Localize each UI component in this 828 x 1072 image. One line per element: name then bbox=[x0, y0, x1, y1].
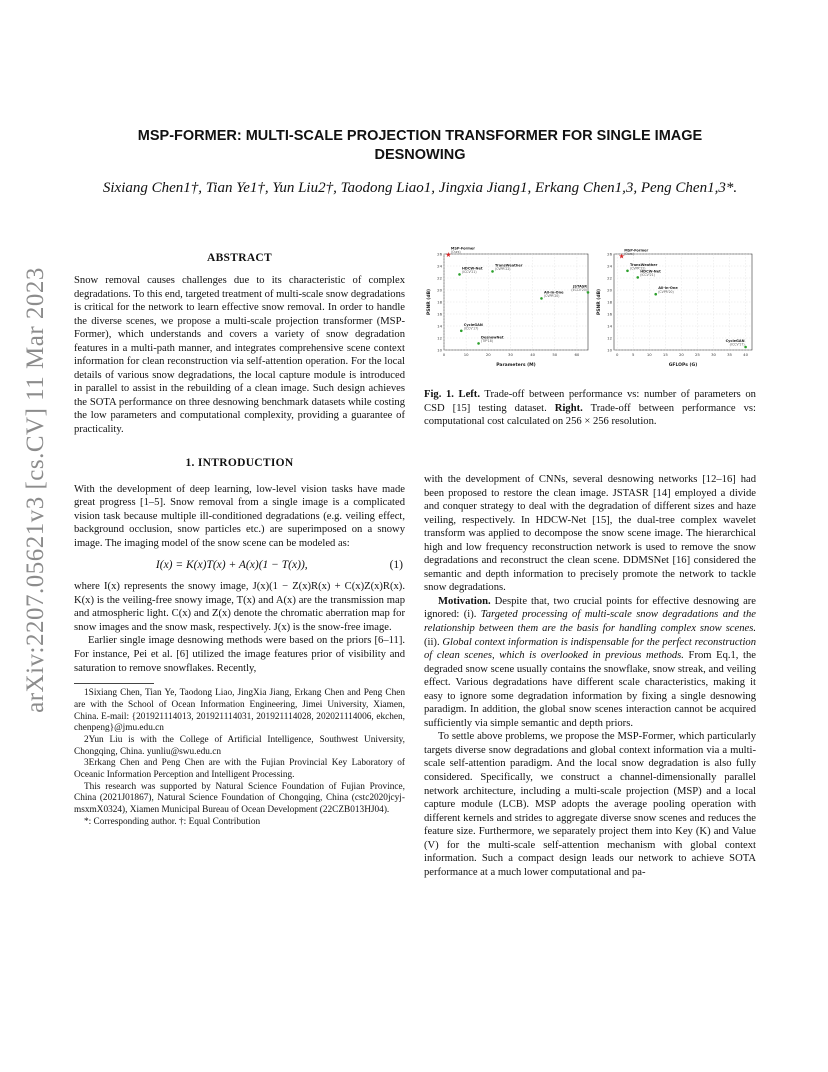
x-tick-label: 5 bbox=[632, 352, 635, 357]
y-tick-label: 24 bbox=[607, 263, 612, 269]
equation-body: I(x) = K(x)T(x) + A(x)(1 − T(x)), bbox=[155, 559, 308, 572]
intro-paragraph-1: With the development of deep learning, low-level vision tasks have made great progress [1–5]. Snow removal from a single image is a complicated vision task because multiple ill-conditioned degradations (e.g. veiling effect, background occlusion, snow particles etc.) are superimposed on a snowy image. The imaging model of the snow scene can be modeled as: bbox=[74, 483, 405, 549]
y-axis-label: PSNR (dB) bbox=[427, 288, 432, 316]
data-point bbox=[636, 276, 639, 279]
data-point bbox=[540, 297, 543, 300]
point-venue-label: (CVPR'20) bbox=[543, 294, 560, 298]
data-point bbox=[626, 270, 629, 273]
figure-1 bbox=[424, 246, 756, 380]
caption-left-label: Left. bbox=[458, 389, 480, 400]
point-venue-label: (CVPR'22) bbox=[629, 266, 646, 271]
y-tick-label: 22 bbox=[437, 275, 442, 281]
right-paragraph-3: To settle above problems, we propose the MSP-Former, which particularly targets diverse snow degradations and global context information via a multi-scale self-attention paradigm. And the local snow degradation is also fully considered. Specifically, we construct a channel-dimensionally parallel network architecture, including a multi-scale projection (MSP) and a local capture module (LCB). MSP adopts the average pooling operation with different kernels and strides to aggregate diverse snow scenes and reduces the feature size. Furthermore, we separately project them into Key (K) and Value (V) for the multi-scale self-attention mechanism with global context information. Such a compact design leads our network to achieve SOTA performance at a much lower computational and pa- bbox=[424, 731, 756, 878]
x-tick-label: 40 bbox=[530, 352, 536, 357]
title-line-1: MSP-FORMER: MULTI-SCALE PROJECTION TRANSFORMER FOR SINGLE IMAGE bbox=[137, 128, 703, 144]
point-label: HDCW-Net bbox=[462, 266, 483, 271]
introduction-heading: 1. INTRODUCTION bbox=[185, 456, 294, 469]
point-label: HDCW-Net bbox=[640, 269, 661, 274]
paper-title bbox=[80, 127, 760, 165]
point-venue-label: (ICCV'21) bbox=[462, 270, 477, 274]
point-venue-label: (ECCV'20) bbox=[571, 288, 587, 292]
x-tick-label: 25 bbox=[695, 352, 700, 357]
point-label: TransWeather bbox=[629, 262, 658, 267]
motivation-point-1: Targeted processing of multi-scale snow degradations and the relationship between them are the basis for handling complex snow scenes. bbox=[424, 609, 756, 635]
chart-psnr-vs-gflops bbox=[594, 250, 756, 372]
motivation-label: Motivation. bbox=[438, 595, 491, 607]
motivation-point-2: Global context information is indispensable for the perfect reconstruction of clean scenes, which is overlooked in previous methods. bbox=[424, 636, 757, 662]
caption-left-text: Trade-off between performance vs: number of parameters on CSD [15] testing dataset. bbox=[424, 389, 756, 414]
abstract-heading: ABSTRACT bbox=[206, 252, 273, 264]
y-tick-label: 10 bbox=[437, 347, 442, 353]
data-point-star: ★ bbox=[618, 252, 625, 261]
x-tick-label: 10 bbox=[463, 352, 469, 357]
point-label: All-in-One bbox=[543, 290, 564, 295]
motivation-text-c: (ii). bbox=[424, 636, 440, 648]
x-tick-label: 60 bbox=[574, 352, 580, 357]
figure-1-caption bbox=[424, 388, 756, 429]
y-tick-label: 26 bbox=[437, 251, 442, 257]
footnotes bbox=[74, 688, 405, 828]
y-tick-label: 14 bbox=[437, 323, 442, 329]
point-label: TransWeather bbox=[495, 263, 523, 268]
data-point bbox=[491, 270, 494, 273]
footnote-2: 2Yun Liu is with the College of Artificial Intelligence, Southwest University, Chongqing, China. yunliu@swu.edu.cn bbox=[74, 734, 405, 757]
y-tick-label: 22 bbox=[607, 275, 612, 281]
right-paragraph-1: with the development of CNNs, several desnowing networks [12–16] had been proposed to restore the clean image. JSTASR [14] employed a divide and conquer strategy to deal with the degradation of different sizes and haze veiling, respectively. In HDCW-Net [15], the dual-tree complex wavelet transform was applied to decompose the snow scene image. The hierarchical high and low frequency reconstruction network is used to remove the snow degradations and reconstruct the clean scene. DDMSNet [16] considered the semantic and depth information to precisely promote the network to tackle snow degradations. bbox=[424, 474, 756, 594]
data-point bbox=[458, 273, 461, 276]
author-list: Sixiang Chen1†, Tian Ye1†, Yun Liu2†, Taodong Liao1, Jingxia Jiang1, Erkang Chen1,3, Peng Chen1,3*. bbox=[102, 180, 738, 196]
footnote-3: 3Erkang Chen and Peng Chen are with the Fujian Provincial Key Laboratory of Oceanic Information Perception and Intelligent Processing. bbox=[74, 758, 405, 781]
point-venue-label: (ICCV'17) bbox=[730, 342, 745, 347]
point-venue-label: (TIP'18) bbox=[481, 339, 493, 343]
y-axis-label: PSNR (dB) bbox=[597, 288, 602, 316]
x-tick-label: 35 bbox=[727, 352, 732, 357]
data-point bbox=[460, 330, 463, 333]
x-tick-label: 0 bbox=[442, 352, 446, 357]
x-axis-label: Parameters (M) bbox=[496, 363, 536, 368]
point-venue-label: (Ours) bbox=[624, 252, 634, 256]
point-venue-label: (CVPR'22) bbox=[495, 267, 511, 271]
point-venue-label: (ICCV'17) bbox=[463, 326, 479, 331]
y-tick-label: 20 bbox=[607, 287, 612, 293]
data-point bbox=[654, 293, 657, 296]
y-tick-label: 16 bbox=[607, 311, 612, 317]
point-label: DesnowNet bbox=[481, 335, 504, 340]
intro-paragraph-2: where I(x) represents the snowy image, J(x)(1 − Z(x)R(x) + C(x)Z(x)R(x). K(x) is the veiling-free snowy image, T(x) and A(x) are the transmission map and atmospheric light. C(x) and Z(x) denote the chromatic aberration map for snow images and the snow mask, respectively. J(x) is the snow-free image. bbox=[74, 581, 405, 633]
footnote-1: 1Sixiang Chen, Tian Ye, Taodong Liao, JingXia Jiang, Erkang Chen and Peng Chen are with the School of Ocean Information Engineering, Jimei University, Xiamen, China. E-mail: {201921114013, 201921114031, 201921114028, 202021114006, ekchen, chenpeng}@jmu.edu.cn bbox=[74, 688, 405, 734]
point-venue-label: (CVPR'20) bbox=[658, 289, 674, 294]
point-label: CycleGAN bbox=[463, 322, 483, 327]
caption-right-label: Right. bbox=[554, 402, 583, 414]
data-point bbox=[744, 346, 747, 349]
right-column bbox=[424, 473, 756, 879]
x-tick-label: 50 bbox=[552, 352, 558, 357]
y-tick-label: 26 bbox=[607, 251, 612, 257]
caption-right-text: Trade-off between performance vs: computational cost calculated on 256 × 256 resolution. bbox=[424, 402, 756, 427]
x-tick-label: 15 bbox=[662, 352, 668, 357]
motivation-text-a: Despite that, two crucial points for effective desnowing are ignored: (i). bbox=[424, 595, 756, 621]
point-label: MSP-Former bbox=[450, 246, 476, 251]
x-tick-label: 10 bbox=[646, 352, 652, 357]
y-tick-label: 16 bbox=[437, 311, 442, 317]
x-axis-label: GFLOPs (G) bbox=[668, 363, 698, 368]
x-tick-label: 20 bbox=[485, 352, 491, 357]
abstract-text: Snow removal causes challenges due to its characteristic of complex degradations. To this end, targeted treatment of multi-scale snow degradations is critical for the network to learn effective snow removal. In order to handle the diverse scenes, we propose a multi-scale projection transformer (MSP-Former), which understands and covers a variety of snow degradation features in a multi-path manner, and integrates comprehensive scene context information for clean reconstruction via self-attention operation. For the local details of various snow degradations, the local capture module is introduced in parallel to assist in the rebuilding of a clean image. Such design achieves the SOTA performance on three desnowing benchmark datasets while costing the low parameters and computational complexity, providing a guarantee of practicality. bbox=[74, 275, 406, 436]
caption-label: Fig. 1. bbox=[424, 389, 454, 400]
y-tick-label: 14 bbox=[607, 323, 612, 329]
motivation-paragraph bbox=[424, 595, 756, 730]
point-venue-label: (ICCV'21) bbox=[640, 273, 655, 277]
x-tick-label: 0 bbox=[615, 352, 619, 357]
y-tick-label: 10 bbox=[607, 347, 612, 353]
point-label: All-in-One bbox=[658, 286, 678, 291]
left-column bbox=[74, 252, 405, 829]
title-line-2: DESNOWING bbox=[374, 147, 466, 163]
point-venue-label: (Ours) bbox=[450, 250, 461, 255]
x-tick-label: 30 bbox=[711, 352, 716, 357]
x-tick-label: 40 bbox=[743, 352, 749, 357]
point-label: MSP-Former bbox=[624, 248, 649, 253]
x-tick-label: 20 bbox=[678, 352, 684, 357]
data-point bbox=[587, 291, 590, 294]
data-point bbox=[477, 342, 480, 345]
y-tick-label: 20 bbox=[437, 287, 442, 293]
y-tick-label: 18 bbox=[437, 299, 442, 305]
footnote-funding: This research was supported by Natural Science Foundation of Fujian Province, China (2021J01867), Natural Science Foundation of Chongqing, China (cstc2020jcyj-msxmX0324), Xiamen Municipal Bureau of Ocean Development (22CZB013HJ04). bbox=[74, 781, 405, 816]
arxiv-id: arXiv:2207.05621v3 [cs.CV] 11 Mar 2023 bbox=[22, 267, 50, 713]
point-label: CycleGAN bbox=[725, 339, 745, 343]
equation-1 bbox=[74, 559, 405, 571]
y-tick-label: 24 bbox=[437, 263, 442, 269]
footnote-rule bbox=[74, 683, 154, 684]
chart-psnr-vs-params bbox=[424, 246, 592, 372]
equation-number: (1) bbox=[389, 559, 403, 572]
motivation-text-e: From Eq.1, the degraded snow scene usually contains the snowflake, snow streak, and veiling effect. Various degradations have different scale characteristics, making it easy to ignore some degradation information by fixing a single desnowing paradigm. In addition, the global snow scenes interaction cannot be acquired sufficiently via simple semantic and depth priors. bbox=[424, 650, 756, 729]
y-tick-label: 18 bbox=[607, 299, 612, 305]
point-label: JSTASR bbox=[573, 284, 587, 289]
footnote-equal-contribution: *: Corresponding author. †: Equal Contribution bbox=[84, 816, 261, 827]
arxiv-stamp bbox=[14, 267, 58, 713]
intro-paragraph-3: Earlier single image desnowing methods were based on the priors [6–11]. For instance, Pei et al. [6] utilized the image features prior of visibility and saturation to remove snowflakes. Recently, bbox=[74, 635, 405, 674]
data-point-star: ★ bbox=[445, 250, 452, 259]
x-tick-label: 30 bbox=[508, 352, 513, 357]
y-tick-label: 12 bbox=[437, 335, 442, 341]
y-tick-label: 12 bbox=[607, 335, 612, 341]
